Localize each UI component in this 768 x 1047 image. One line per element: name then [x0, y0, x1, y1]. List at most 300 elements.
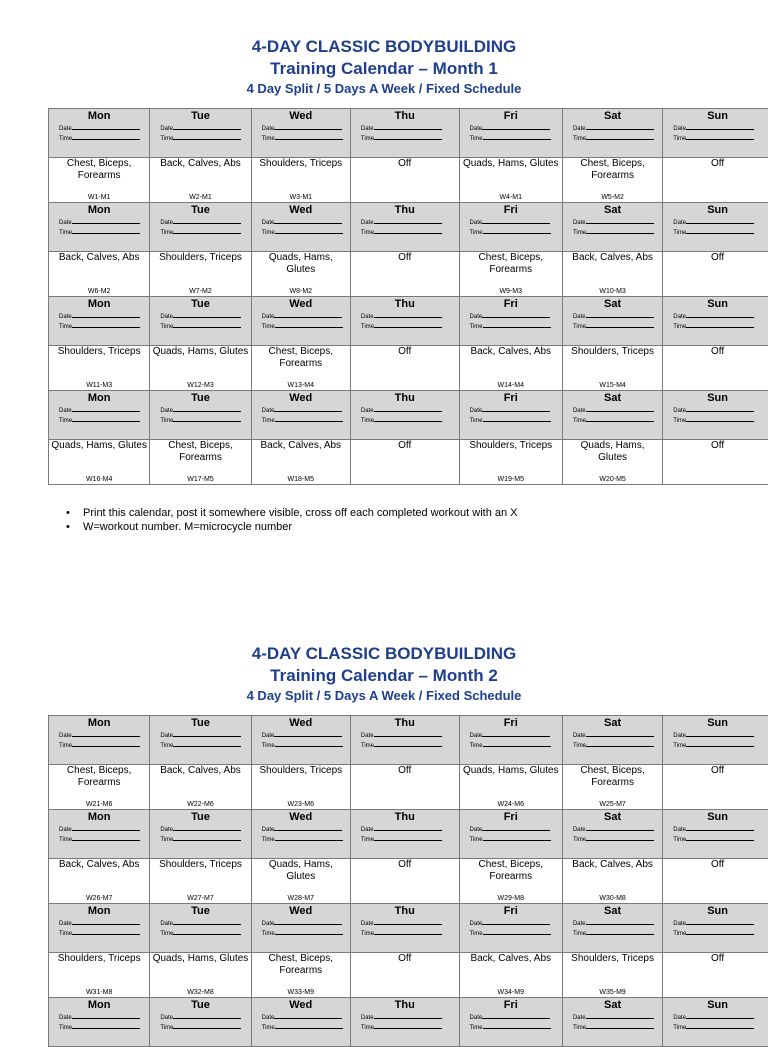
workout-cell[interactable] — [663, 859, 768, 904]
date-blank[interactable] — [72, 123, 140, 130]
date-field[interactable] — [160, 405, 250, 415]
time-field[interactable] — [262, 321, 350, 331]
date-field[interactable] — [361, 1012, 459, 1022]
time-label: Time — [160, 743, 173, 749]
time-field[interactable] — [59, 133, 149, 143]
time-field[interactable] — [361, 321, 459, 331]
date-field[interactable] — [673, 918, 768, 928]
date-blank[interactable] — [173, 311, 241, 318]
workout-cell[interactable] — [663, 765, 768, 810]
date-blank[interactable] — [586, 918, 654, 925]
date-field[interactable] — [160, 730, 250, 740]
workout-text: Shoulders, Triceps — [49, 346, 149, 358]
date-blank[interactable] — [586, 311, 654, 318]
workout-cell[interactable] — [663, 346, 768, 391]
date-blank[interactable] — [482, 918, 550, 925]
workout-cell[interactable] — [562, 252, 662, 297]
time-field[interactable] — [59, 834, 149, 844]
date-blank[interactable] — [586, 1012, 654, 1019]
time-label: Time — [470, 230, 483, 236]
time-blank[interactable] — [275, 321, 343, 328]
workout-cell[interactable] — [459, 953, 562, 998]
date-field[interactable] — [673, 1012, 768, 1022]
workout-cell[interactable] — [562, 346, 662, 391]
time-field[interactable] — [673, 133, 768, 143]
date-field[interactable] — [573, 730, 662, 740]
date-blank[interactable] — [482, 730, 550, 737]
date-field[interactable] — [262, 217, 350, 227]
time-blank[interactable] — [483, 415, 551, 422]
workout-cell[interactable] — [459, 158, 562, 203]
workout-cell[interactable] — [251, 158, 350, 203]
workout-cell[interactable] — [663, 953, 768, 998]
time-blank[interactable] — [586, 227, 654, 234]
time-field[interactable] — [262, 227, 350, 237]
date-blank[interactable] — [686, 405, 754, 412]
time-blank[interactable] — [275, 740, 343, 747]
date-field[interactable] — [470, 1012, 562, 1022]
day-name: Sun — [663, 203, 768, 217]
workout-cell[interactable] — [562, 440, 662, 485]
day-name: Fri — [460, 716, 562, 730]
date-field[interactable] — [160, 918, 250, 928]
workout-text: Back, Calves, Abs — [150, 765, 250, 777]
date-blank[interactable] — [173, 217, 241, 224]
workout-cell[interactable] — [251, 953, 350, 998]
date-blank[interactable] — [482, 1012, 550, 1019]
time-field[interactable] — [160, 415, 250, 425]
date-label: Date — [573, 126, 586, 132]
workout-code: W27-M7 — [150, 895, 250, 902]
time-blank[interactable] — [586, 740, 654, 747]
date-blank[interactable] — [686, 311, 754, 318]
time-blank[interactable] — [483, 321, 551, 328]
time-blank[interactable] — [483, 928, 551, 935]
time-blank[interactable] — [686, 415, 754, 422]
time-blank[interactable] — [72, 227, 140, 234]
time-blank[interactable] — [374, 928, 442, 935]
time-blank[interactable] — [483, 1022, 551, 1029]
workout-cell[interactable] — [663, 252, 768, 297]
time-blank[interactable] — [686, 133, 754, 140]
time-label: Time — [573, 418, 586, 424]
time-blank[interactable] — [173, 415, 241, 422]
date-blank[interactable] — [374, 824, 442, 831]
date-field[interactable] — [470, 217, 562, 227]
day-header-cell — [49, 297, 150, 346]
date-label: Date — [470, 921, 483, 927]
day-header-cell — [251, 810, 350, 859]
time-blank[interactable] — [586, 834, 654, 841]
date-field[interactable] — [262, 1012, 350, 1022]
time-blank[interactable] — [483, 227, 551, 234]
time-field[interactable] — [470, 928, 562, 938]
time-field[interactable] — [361, 740, 459, 750]
time-blank[interactable] — [173, 321, 241, 328]
time-blank[interactable] — [374, 321, 442, 328]
date-field[interactable] — [361, 123, 459, 133]
workout-cell[interactable] — [49, 859, 150, 904]
workout-cell[interactable] — [251, 440, 350, 485]
time-blank[interactable] — [483, 740, 551, 747]
date-field[interactable] — [470, 918, 562, 928]
date-blank[interactable] — [274, 824, 342, 831]
workout-cell[interactable] — [49, 158, 150, 203]
workout-cell[interactable] — [150, 346, 251, 391]
date-blank[interactable] — [274, 918, 342, 925]
time-field[interactable] — [470, 321, 562, 331]
date-field[interactable] — [573, 123, 662, 133]
time-field[interactable] — [262, 740, 350, 750]
time-field[interactable] — [59, 227, 149, 237]
date-blank[interactable] — [374, 311, 442, 318]
date-blank[interactable] — [173, 123, 241, 130]
workout-cell[interactable] — [49, 346, 150, 391]
time-field[interactable] — [262, 928, 350, 938]
date-field[interactable] — [160, 123, 250, 133]
time-blank[interactable] — [275, 133, 343, 140]
date-field[interactable] — [361, 405, 459, 415]
date-field[interactable] — [59, 123, 149, 133]
workout-cell[interactable] — [251, 346, 350, 391]
workout-cell[interactable] — [459, 765, 562, 810]
date-blank[interactable] — [274, 730, 342, 737]
time-field[interactable] — [470, 740, 562, 750]
date-blank[interactable] — [586, 824, 654, 831]
note-item — [66, 506, 518, 520]
date-field[interactable] — [573, 824, 662, 834]
time-field[interactable] — [470, 133, 562, 143]
time-blank[interactable] — [173, 227, 241, 234]
workout-cell[interactable] — [49, 252, 150, 297]
date-blank[interactable] — [686, 824, 754, 831]
time-blank[interactable] — [173, 133, 241, 140]
workout-cell[interactable] — [562, 859, 662, 904]
date-blank[interactable] — [374, 123, 442, 130]
workout-cell[interactable] — [150, 859, 251, 904]
time-blank[interactable] — [374, 133, 442, 140]
date-field[interactable] — [59, 1012, 149, 1022]
date-blank[interactable] — [274, 217, 342, 224]
date-blank[interactable] — [72, 311, 140, 318]
date-blank[interactable] — [72, 405, 140, 412]
date-field[interactable] — [470, 824, 562, 834]
workout-cell[interactable] — [562, 765, 662, 810]
date-blank[interactable] — [72, 918, 140, 925]
workout-cell[interactable] — [49, 440, 150, 485]
date-blank[interactable] — [173, 918, 241, 925]
workout-cell[interactable] — [251, 252, 350, 297]
time-blank[interactable] — [686, 740, 754, 747]
time-blank[interactable] — [173, 928, 241, 935]
date-label: Date — [59, 314, 72, 320]
time-blank[interactable] — [686, 227, 754, 234]
workout-cell[interactable] — [350, 953, 459, 998]
date-blank[interactable] — [173, 730, 241, 737]
workout-cell[interactable] — [49, 765, 150, 810]
date-field[interactable] — [262, 123, 350, 133]
time-blank[interactable] — [374, 740, 442, 747]
time-field[interactable] — [470, 415, 562, 425]
date-blank[interactable] — [173, 405, 241, 412]
workout-cell[interactable] — [150, 440, 251, 485]
time-field[interactable] — [59, 321, 149, 331]
time-field[interactable] — [673, 740, 768, 750]
date-field[interactable] — [470, 311, 562, 321]
date-blank[interactable] — [374, 405, 442, 412]
time-field[interactable] — [361, 928, 459, 938]
time-blank[interactable] — [686, 928, 754, 935]
date-field[interactable] — [59, 730, 149, 740]
date-field[interactable] — [160, 311, 250, 321]
time-label: Time — [262, 230, 275, 236]
workout-cell[interactable] — [350, 440, 459, 485]
date-field[interactable] — [573, 405, 662, 415]
time-field[interactable] — [470, 834, 562, 844]
date-field[interactable] — [361, 311, 459, 321]
time-blank[interactable] — [374, 227, 442, 234]
time-field[interactable] — [361, 834, 459, 844]
workout-cell[interactable] — [459, 252, 562, 297]
date-blank[interactable] — [274, 123, 342, 130]
date-blank[interactable] — [72, 730, 140, 737]
time-field[interactable] — [59, 928, 149, 938]
time-blank[interactable] — [72, 928, 140, 935]
date-label: Date — [160, 126, 173, 132]
time-blank[interactable] — [483, 834, 551, 841]
date-blank[interactable] — [686, 217, 754, 224]
date-blank[interactable] — [686, 123, 754, 130]
time-field[interactable] — [573, 321, 662, 331]
date-blank[interactable] — [586, 405, 654, 412]
date-blank[interactable] — [374, 918, 442, 925]
time-blank[interactable] — [275, 415, 343, 422]
time-label: Time — [160, 230, 173, 236]
day-name: Tue — [150, 391, 250, 405]
time-label: Time — [573, 743, 586, 749]
date-blank[interactable] — [686, 1012, 754, 1019]
date-blank[interactable] — [482, 311, 550, 318]
time-field[interactable] — [160, 740, 250, 750]
day-name: Sat — [563, 810, 662, 824]
date-label: Date — [573, 408, 586, 414]
date-label: Date — [262, 1015, 275, 1021]
date-field[interactable] — [59, 918, 149, 928]
date-field[interactable] — [361, 824, 459, 834]
date-blank[interactable] — [686, 730, 754, 737]
time-blank[interactable] — [173, 834, 241, 841]
time-field[interactable] — [160, 227, 250, 237]
time-label: Time — [573, 1025, 586, 1031]
date-field[interactable] — [573, 217, 662, 227]
date-field[interactable] — [361, 918, 459, 928]
date-field[interactable] — [573, 311, 662, 321]
time-field[interactable] — [573, 740, 662, 750]
time-field[interactable] — [673, 834, 768, 844]
workout-cell[interactable] — [251, 859, 350, 904]
workout-cell[interactable] — [150, 953, 251, 998]
date-blank[interactable] — [173, 1012, 241, 1019]
workout-cell[interactable] — [350, 346, 459, 391]
time-field[interactable] — [573, 227, 662, 237]
time-blank[interactable] — [483, 133, 551, 140]
date-field[interactable] — [361, 730, 459, 740]
time-blank[interactable] — [275, 834, 343, 841]
workout-text: Back, Calves, Abs — [563, 252, 662, 264]
time-field[interactable] — [573, 415, 662, 425]
date-field[interactable] — [262, 405, 350, 415]
workout-cell[interactable] — [663, 158, 768, 203]
time-field[interactable] — [673, 928, 768, 938]
time-blank[interactable] — [374, 415, 442, 422]
time-field[interactable] — [59, 415, 149, 425]
workout-code: W10-M3 — [563, 288, 662, 295]
date-field[interactable] — [673, 217, 768, 227]
date-field[interactable] — [673, 824, 768, 834]
workout-cell[interactable] — [150, 252, 251, 297]
date-label: Date — [361, 408, 374, 414]
time-blank[interactable] — [686, 834, 754, 841]
date-field[interactable] — [361, 217, 459, 227]
workout-cell[interactable] — [459, 346, 562, 391]
date-field[interactable] — [59, 405, 149, 415]
time-blank[interactable] — [275, 227, 343, 234]
workout-cell[interactable] — [663, 440, 768, 485]
time-field[interactable] — [262, 133, 350, 143]
time-label: Time — [160, 931, 173, 937]
time-field[interactable] — [673, 227, 768, 237]
time-blank[interactable] — [586, 321, 654, 328]
date-blank[interactable] — [374, 217, 442, 224]
time-field[interactable] — [160, 834, 250, 844]
time-blank[interactable] — [586, 133, 654, 140]
time-blank[interactable] — [72, 834, 140, 841]
time-blank[interactable] — [686, 1022, 754, 1029]
workout-cell[interactable] — [150, 158, 251, 203]
workout-cell[interactable] — [49, 953, 150, 998]
time-field[interactable] — [573, 928, 662, 938]
workout-cell[interactable] — [350, 765, 459, 810]
date-field[interactable] — [262, 918, 350, 928]
time-field[interactable] — [470, 227, 562, 237]
time-blank[interactable] — [72, 740, 140, 747]
time-field[interactable] — [573, 834, 662, 844]
day-header-cell — [350, 998, 459, 1047]
time-blank[interactable] — [586, 1022, 654, 1029]
date-field[interactable] — [673, 123, 768, 133]
date-blank[interactable] — [482, 824, 550, 831]
time-blank[interactable] — [586, 415, 654, 422]
date-blank[interactable] — [586, 123, 654, 130]
date-blank[interactable] — [72, 217, 140, 224]
time-field[interactable] — [262, 415, 350, 425]
time-field[interactable] — [160, 133, 250, 143]
time-field[interactable] — [361, 227, 459, 237]
date-blank[interactable] — [274, 405, 342, 412]
date-blank[interactable] — [72, 824, 140, 831]
date-field[interactable] — [470, 405, 562, 415]
date-field[interactable] — [470, 730, 562, 740]
date-field[interactable] — [470, 123, 562, 133]
date-field[interactable] — [59, 824, 149, 834]
day-header-cell — [459, 203, 562, 252]
date-blank[interactable] — [173, 824, 241, 831]
workout-cell[interactable] — [350, 252, 459, 297]
workout-cell[interactable] — [459, 859, 562, 904]
time-blank[interactable] — [686, 321, 754, 328]
time-blank[interactable] — [72, 1022, 140, 1029]
date-blank[interactable] — [482, 217, 550, 224]
time-blank[interactable] — [586, 928, 654, 935]
date-field[interactable] — [573, 1012, 662, 1022]
time-field[interactable] — [59, 740, 149, 750]
time-blank[interactable] — [374, 834, 442, 841]
date-blank[interactable] — [482, 405, 550, 412]
time-field[interactable] — [262, 834, 350, 844]
time-field[interactable] — [673, 415, 768, 425]
date-field[interactable] — [673, 730, 768, 740]
time-blank[interactable] — [275, 928, 343, 935]
workout-text: Back, Calves, Abs — [150, 158, 250, 170]
date-blank[interactable] — [482, 123, 550, 130]
date-field[interactable] — [160, 1012, 250, 1022]
workout-cell[interactable] — [350, 158, 459, 203]
workout-cell[interactable] — [459, 440, 562, 485]
date-blank[interactable] — [374, 1012, 442, 1019]
time-label: Time — [361, 837, 374, 843]
date-blank[interactable] — [274, 311, 342, 318]
date-field[interactable] — [573, 918, 662, 928]
workout-cell[interactable] — [251, 765, 350, 810]
date-blank[interactable] — [374, 730, 442, 737]
date-blank[interactable] — [586, 217, 654, 224]
date-field[interactable] — [262, 824, 350, 834]
time-blank[interactable] — [374, 1022, 442, 1029]
date-blank[interactable] — [586, 730, 654, 737]
time-blank[interactable] — [173, 1022, 241, 1029]
workout-cell[interactable] — [350, 859, 459, 904]
workout-cell[interactable] — [562, 158, 662, 203]
time-label: Time — [361, 931, 374, 937]
day-header-cell — [150, 109, 251, 158]
date-field[interactable] — [160, 824, 250, 834]
date-field[interactable] — [673, 311, 768, 321]
time-field[interactable] — [160, 321, 250, 331]
workout-cell[interactable] — [562, 953, 662, 998]
time-field[interactable] — [673, 321, 768, 331]
date-field[interactable] — [262, 311, 350, 321]
time-blank[interactable] — [173, 740, 241, 747]
day-name: Sat — [563, 109, 662, 123]
date-field[interactable] — [59, 311, 149, 321]
date-field[interactable] — [673, 405, 768, 415]
date-blank[interactable] — [72, 1012, 140, 1019]
time-field[interactable] — [361, 133, 459, 143]
date-field[interactable] — [262, 730, 350, 740]
date-blank[interactable] — [274, 1012, 342, 1019]
date-field[interactable] — [59, 217, 149, 227]
date-blank[interactable] — [686, 918, 754, 925]
time-field[interactable] — [361, 415, 459, 425]
time-blank[interactable] — [275, 1022, 343, 1029]
time-blank[interactable] — [72, 321, 140, 328]
time-blank[interactable] — [72, 133, 140, 140]
workout-cell[interactable] — [150, 765, 251, 810]
time-field[interactable] — [573, 133, 662, 143]
time-field[interactable] — [160, 928, 250, 938]
time-blank[interactable] — [72, 415, 140, 422]
date-field[interactable] — [160, 217, 250, 227]
